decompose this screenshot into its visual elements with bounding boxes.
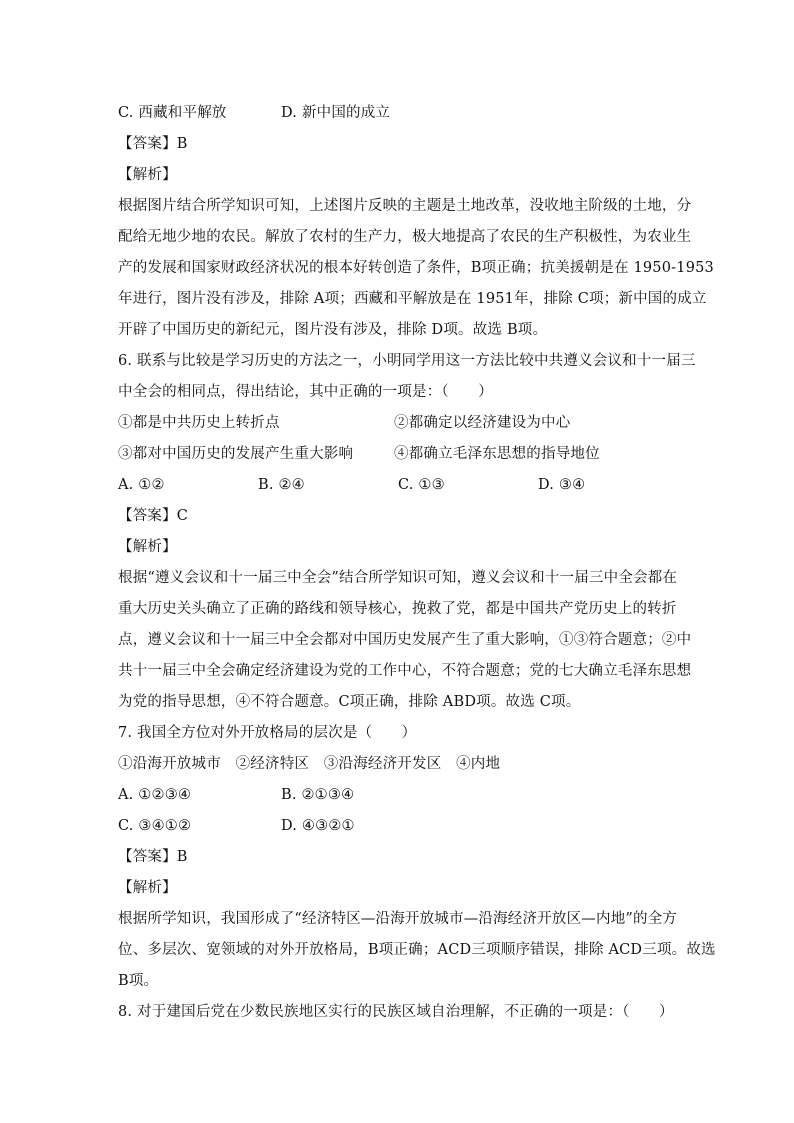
q7-analysis-line: 位、多层次、宽领域的对外开放格局，B项正确；ACD三项顺序错误，排除 ACD三项。故选 (118, 942, 716, 958)
q6-options-row (118, 470, 678, 501)
q7-analysis-label: 【解析】 (118, 880, 177, 896)
q6-statements-row (118, 439, 678, 470)
q5-option-d[interactable]: D. 新中国的成立 (281, 105, 391, 121)
q6-statement: ②都确定以经济建设为中心 (394, 415, 571, 431)
q7-answer: 【答案】B (118, 849, 188, 865)
q7-option-a[interactable]: A. ①②③④ (118, 787, 192, 803)
q6-stem-line: 6. 联系与比较是学习历史的方法之一，小明同学用这一方法比较中共遵义会议和十一届三 (118, 353, 696, 369)
q6-analysis-line: 为党的指导思想，④不符合题意。C项正确，排除 ABD项。故选 C项。 (118, 694, 581, 710)
q5-analysis-label: 【解析】 (118, 167, 177, 183)
q6-statement: ④都确立毛泽东思想的指导地位 (394, 446, 600, 462)
q7-options-row (118, 811, 678, 842)
q6-statement: ①都是中共历史上转折点 (118, 415, 280, 431)
q5-analysis-line: 配给无地少地的农民。解放了农村的生产力，极大地提高了农民的生产积极性，为农业生 (118, 229, 692, 245)
q5-answer: 【答案】B (118, 136, 188, 152)
exam-page (118, 98, 716, 1028)
q7-options-row (118, 780, 678, 811)
q8-stem: 8. 对于建国后党在少数民族地区实行的民族区域自治理解，不正确的一项是：（ ） (118, 1004, 674, 1020)
q6-analysis-line: 根据“遵义会议和十一届三中全会”结合所学知识可知，遵义会议和十一届三中全会都在 (118, 570, 678, 586)
q6-statements-row (118, 408, 678, 439)
q7-option-c[interactable]: C. ③④①② (118, 818, 192, 834)
q6-stem-line: 中全会的相同点，得出结论，其中正确的一项是：（ ） (118, 384, 493, 400)
q6-option-b[interactable]: B. ②④ (258, 477, 305, 493)
q6-option-a[interactable]: A. ①② (118, 477, 165, 493)
q5-analysis-line: 产的发展和国家财政经济状况的根本好转创造了条件，B项正确；抗美援朝是在 1950-1953 (118, 260, 714, 276)
q5-analysis-line: 年进行，图片没有涉及，排除 A项；西藏和平解放是在 1951年，排除 C项；新中国的成立 (118, 291, 707, 307)
q7-statements: ①沿海开放城市 ②经济特区 ③沿海经济开发区 ④内地 (118, 756, 501, 772)
q6-analysis-label: 【解析】 (118, 539, 177, 555)
q5-option-c[interactable]: C. 西藏和平解放 (118, 105, 227, 121)
q6-analysis-line: 共十一届三中全会确定经济建设为党的工作中心，不符合题意；党的七大确立毛泽东思想 (118, 663, 692, 679)
q7-stem: 7. 我国全方位对外开放格局的层次是（ ） (118, 725, 417, 741)
q6-statement: ③都对中国历史的发展产生重大影响 (118, 446, 354, 462)
q7-option-b[interactable]: B. ②①③④ (281, 787, 355, 803)
q7-option-d[interactable]: D. ④③②① (281, 818, 355, 834)
q7-analysis-line: B项。 (118, 973, 159, 989)
q5-options-row (118, 98, 678, 129)
q6-analysis-line: 重大历史关头确立了正确的路线和领导核心，挽救了党，都是中国共产党历史上的转折 (118, 601, 677, 617)
q6-option-d[interactable]: D. ③④ (538, 477, 586, 493)
q6-answer: 【答案】C (118, 508, 189, 524)
q6-option-c[interactable]: C. ①③ (398, 477, 445, 493)
q5-analysis-line: 开辟了中国历史的新纪元，图片没有涉及，排除 D项。故选 B项。 (118, 322, 548, 338)
q5-analysis-line: 根据图片结合所学知识可知，上述图片反映的主题是土地改革，没收地主阶级的土地，分 (118, 198, 692, 214)
q6-analysis-line: 点，遵义会议和十一届三中全会都对中国历史发展产生了重大影响，①③符合题意；②中 (118, 632, 692, 648)
q7-analysis-line: 根据所学知识，我国形成了“经济特区—沿海开放城市—沿海经济开放区—内地”的全方 (118, 911, 678, 927)
